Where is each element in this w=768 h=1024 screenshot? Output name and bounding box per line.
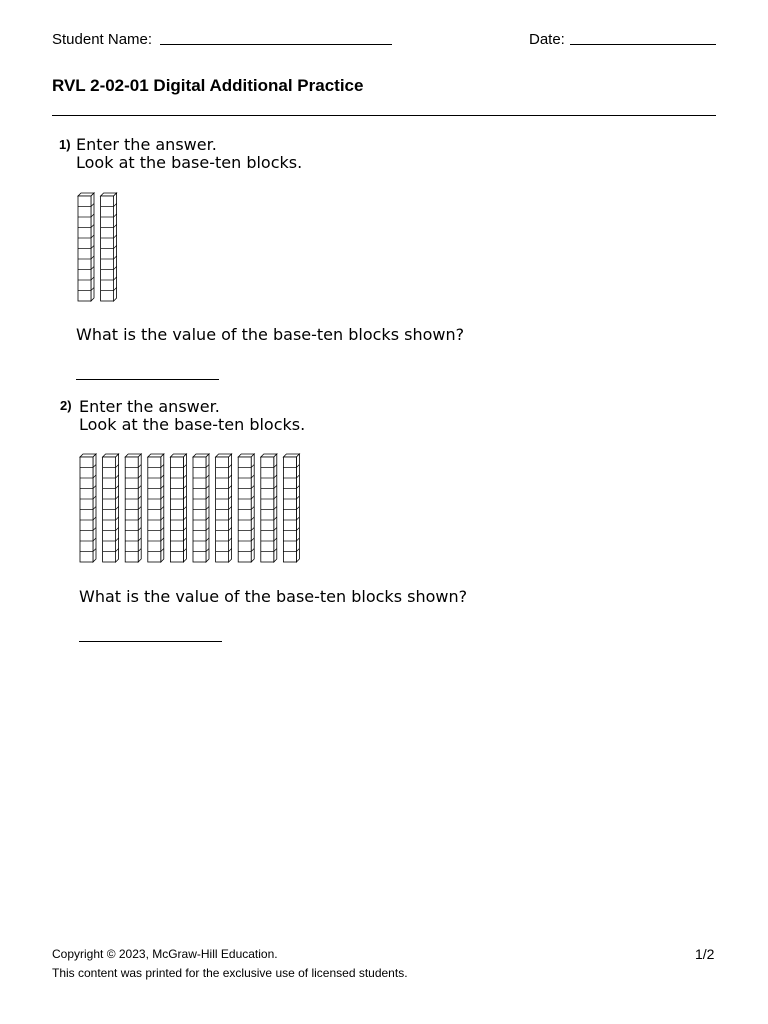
question-1-prompt: Look at the base-ten blocks.	[76, 153, 303, 172]
ten-rod	[101, 193, 117, 301]
ten-rod	[125, 454, 141, 562]
question-1-question: What is the value of the base-ten blocks shown?	[76, 325, 465, 344]
question-1-text	[76, 136, 302, 172]
copyright-text: Copyright © 2023, McGraw-Hill Education.	[52, 947, 278, 961]
ten-rod	[238, 454, 254, 562]
question-2-number: 2)	[60, 398, 72, 413]
ten-rod	[170, 454, 186, 562]
student-name-label: Student Name:	[52, 31, 153, 48]
ten-rod	[148, 454, 164, 562]
page-number: 1/2	[695, 946, 715, 962]
question-2-answer-field[interactable]	[79, 641, 222, 642]
ten-rod	[78, 193, 94, 301]
ten-rod	[216, 454, 232, 562]
page-title: RVL 2-02-01 Digital Additional Practice	[52, 76, 364, 95]
date-label: Date:	[529, 31, 565, 48]
question-1-number: 1)	[59, 137, 71, 152]
student-name-field[interactable]	[160, 44, 392, 45]
title-divider	[52, 115, 716, 116]
question-2-prompt: Look at the base-ten blocks.	[79, 415, 306, 434]
question-1-answer-field[interactable]	[76, 379, 219, 380]
ten-rod	[103, 454, 119, 562]
question-1-instruction: Enter the answer.	[76, 135, 217, 154]
ten-rod	[80, 454, 96, 562]
question-2-text	[79, 398, 305, 434]
license-text: This content was printed for the exclusive use of licensed students.	[52, 966, 408, 980]
ten-rod	[193, 454, 209, 562]
ten-rod	[283, 454, 299, 562]
question-2-instruction: Enter the answer.	[79, 397, 220, 416]
question-2-question: What is the value of the base-ten blocks shown?	[79, 587, 468, 606]
ten-rod	[261, 454, 277, 562]
question-2-base-ten-blocks	[80, 454, 320, 566]
date-field[interactable]	[570, 44, 716, 45]
question-1-base-ten-blocks	[78, 193, 138, 305]
